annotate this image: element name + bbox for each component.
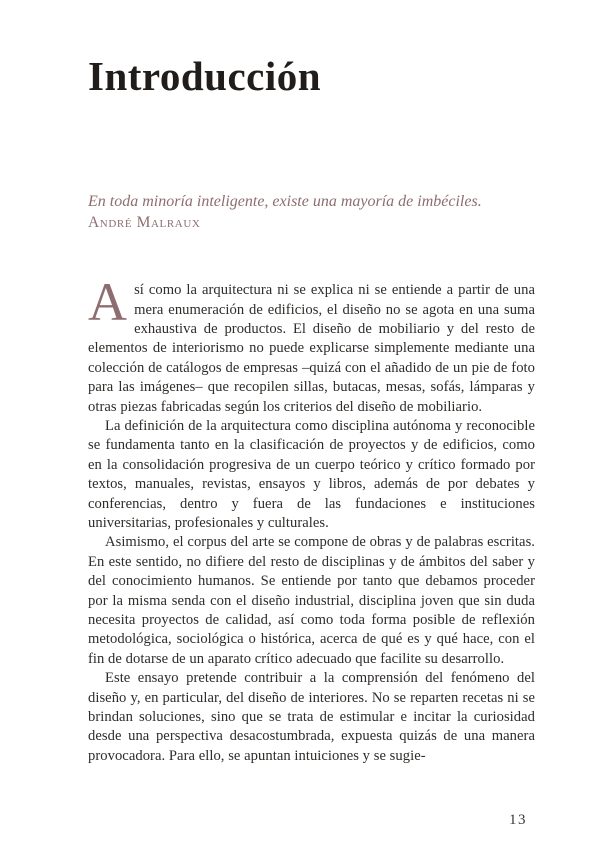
body-text [88,272,535,766]
paragraph-1 [88,272,535,417]
epigraph [88,193,535,232]
paragraph-4: Este ensayo pretende contribuir a la comprensión del fenómeno del diseño y, en particular, del diseño de interiores. No se reparten recetas ni se brindan soluciones, sino que se trata de estimular e incitar la curiosidad desde una perspectiva desacostumbrada, expuesta quizás de una manera provocadora. Para ello, se apuntan intuiciones y se sugie- [88,670,535,764]
chapter-title: Introducción [88,53,322,99]
paragraph-3: Asimismo, el corpus del arte se compone de obras y de palabras escritas. En este sentido, no difiere del resto de disciplinas y de ámbitos del saber y del conocimiento humanos. Se entiende por tanto que debamos proceder por la misma senda con el diseño industrial, disciplina joven que sin duda necesita proyectos de calidad, así como toda forma posible de reflexión metodológica, sociológica o histórica, acerca de qué es y qué hace, con el fin de dotarse de un aparato crítico adecuado que facilite su desarrollo. [88,534,535,667]
page-number: 13 [509,812,527,828]
paragraph-2: La definición de la arquitectura como disciplina autónoma y reconocible se fundamenta tanto en la clasificación de proyectos y de edificios, como en la consolidación progresiva de un cuerpo teórico y crítico formado por textos, manuales, revistas, ensayos y libros, además de por debates y conferencias, dentro y fuera de las fundaciones e instituciones universitarias, profesionales y culturales. [88,417,535,531]
epigraph-attribution: André Malraux [88,214,201,232]
page-footer [509,811,527,829]
drop-cap: A [88,272,128,333]
text-column [88,0,535,766]
paragraph-1-text: sí como la arquitectura ni se explica ni se entiende a partir de una mera enumeración de edificios, el diseño no se agota en una suma exhaustiva de productos. El diseño de mobiliario y del resto de elementos de interiorismo no puede explicarse simplemente mediante una colección de catálogos de empresas –quizá con el añadido de un pie de foto para las imágenes– que recopilen sillas, butacas, mesas, sofás, lámparas y otras piezas fabricadas según los criterios del diseño de mobiliario. [88,282,535,415]
epigraph-quote: En toda minoría inteligente, existe una mayoría de imbéciles. [88,193,482,211]
